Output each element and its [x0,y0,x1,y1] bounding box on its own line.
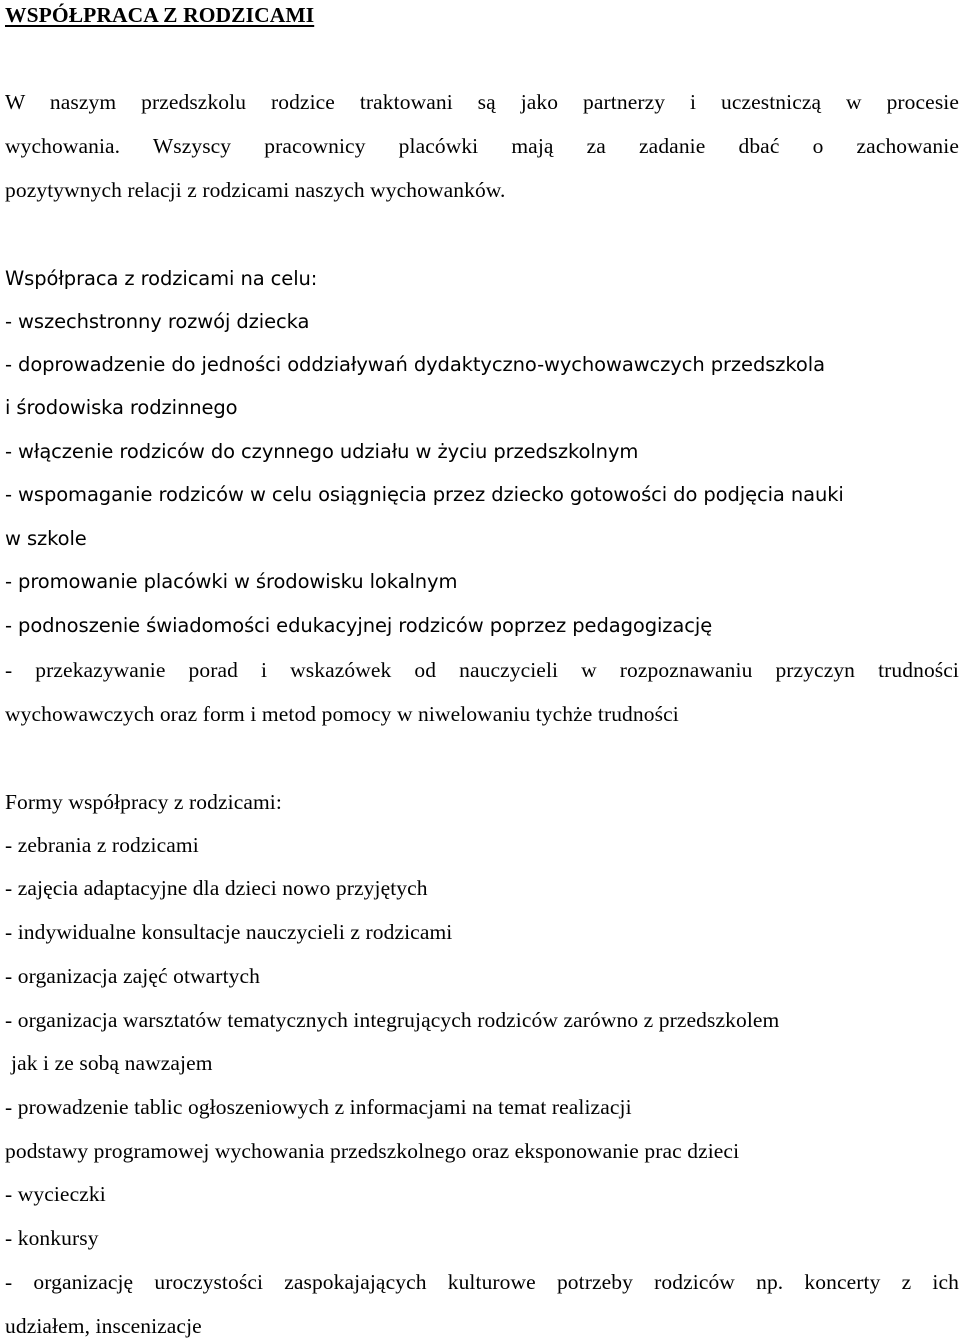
forms-line: - konkursy [5,1226,99,1250]
goals-line: - podnoszenie świadomości edukacyjnej rodziców poprzez pedagogizację [5,614,713,637]
goals-line: - przekazywanie porad i wskazówek od nauczycieli w rozpoznawaniu przyczyn trudności [5,658,959,682]
goals-line: - promowanie placówki w środowisku lokalnym [5,570,458,593]
goals-heading: Współpraca z rodzicami na celu: [5,267,318,290]
document-page [5,0,959,1341]
intro-line-2: wychowania. Wszyscy pracownicy placówki mają za zadanie dbać o zachowanie [5,134,959,158]
forms-line: - zajęcia adaptacyjne dla dzieci nowo przyjętych [5,876,428,900]
goals-line: - wspomaganie rodziców w celu osiągnięcia przez dziecko gotowości do podjęcia nauki [5,483,844,506]
forms-line: - zebrania z rodzicami [5,833,199,857]
forms-line: - prowadzenie tablic ogłoszeniowych z informacjami na temat realizacji [5,1095,632,1119]
goals-line: w szkole [5,527,87,550]
forms-heading: Formy współpracy z rodzicami: [5,790,282,814]
intro-line-3: pozytywnych relacji z rodzicami naszych wychowanków. [5,178,506,202]
forms-line: - indywidualne konsultacje nauczycieli z rodzicami [5,920,453,944]
forms-line: - organizacja zajęć otwartych [5,964,260,988]
forms-line: - wycieczki [5,1182,106,1206]
forms-line: udziałem, inscenizacje [5,1314,202,1338]
goals-line: - wszechstronny rozwój dziecka [5,310,310,333]
goals-line: - doprowadzenie do jedności oddziaływań dydaktyczno-wychowawczych przedszkola [5,353,825,376]
goals-line: - włączenie rodziców do czynnego udziału w życiu przedszkolnym [5,440,639,463]
forms-line: jak i ze sobą nawzajem [11,1051,213,1075]
forms-line: - organizację uroczystości zaspokajających kulturowe potrzeby rodziców np. koncerty z ich [5,1270,959,1294]
forms-line: podstawy programowej wychowania przedszkolnego oraz eksponowanie prac dzieci [5,1139,740,1163]
intro-line-1: W naszym przedszkolu rodzice traktowani są jako partnerzy i uczestniczą w procesie [5,90,959,114]
document-title: WSPÓŁPRACA Z RODZICAMI [5,3,315,27]
goals-line: i środowiska rodzinnego [5,396,238,419]
goals-line: wychowawczych oraz form i metod pomocy w niwelowaniu tychże trudności [5,702,679,726]
forms-line: - organizacja warsztatów tematycznych integrujących rodziców zarówno z przedszkolem [5,1008,780,1032]
